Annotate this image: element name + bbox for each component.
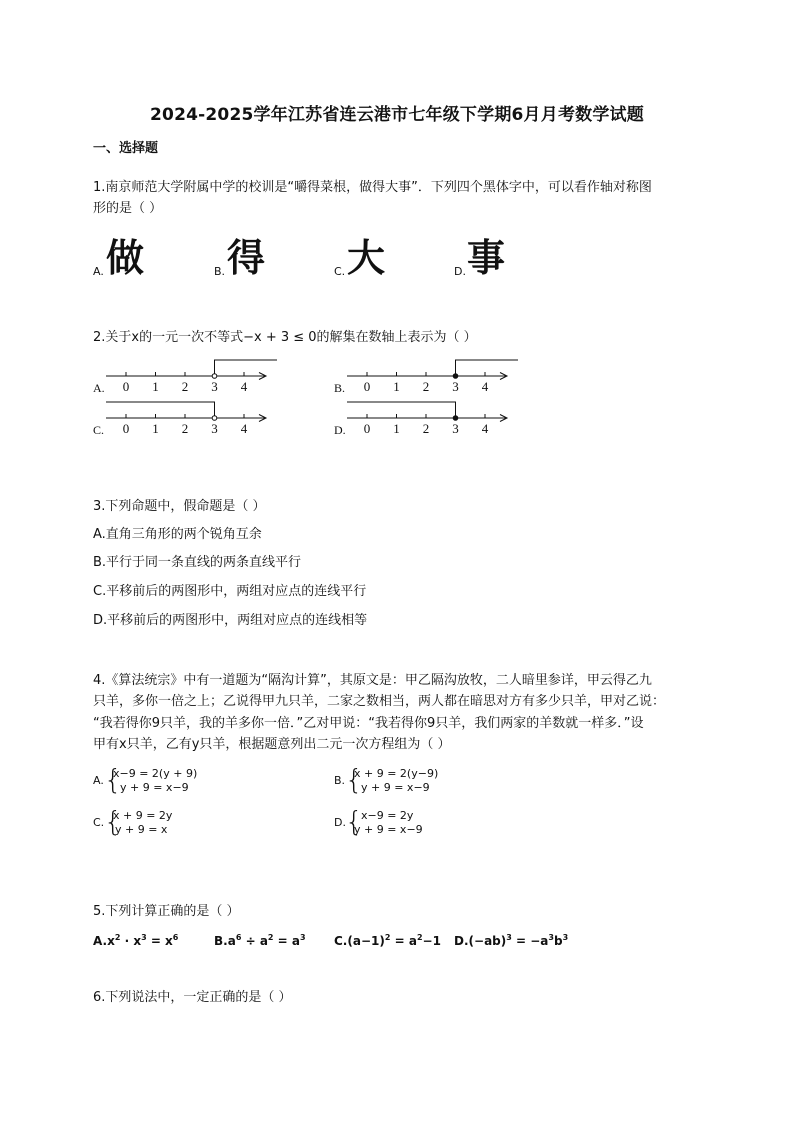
solution-bracket: [347, 402, 456, 418]
brace-icon: {: [104, 763, 122, 796]
q5-text: 5.下列计算正确的是（ ）: [93, 904, 240, 919]
tick-label: 2: [181, 379, 189, 394]
open-point-icon: [212, 416, 217, 421]
q5-option-b-letter: B.: [214, 934, 228, 948]
tick-label: 0: [122, 421, 130, 436]
q4-option-c-eq1: x + 9 = 2y: [113, 809, 173, 822]
q1-option-b-char: 得: [227, 236, 266, 280]
solution-bracket: [106, 402, 215, 418]
tick-label: 1: [152, 421, 159, 436]
tick-label: 4: [240, 421, 248, 436]
tick-label: 0: [363, 379, 371, 394]
brace-icon: {: [345, 805, 363, 838]
tick-label: 1: [393, 421, 400, 436]
tick-label: 0: [122, 379, 130, 394]
q3-text: 3.下列命题中，假命题是（ ）: [93, 499, 266, 514]
q4-text-line1: 4.《算法统宗》中有一道题为“隔沟计算”，其原文是：甲乙隔沟放牧，二人暗里参详，甲云得乙九: [93, 673, 652, 688]
tick-label: 0: [363, 421, 371, 436]
tick-label: 2: [422, 421, 430, 436]
solution-bracket: [215, 360, 278, 376]
q4-option-d-eq1: x−9 = 2y: [361, 809, 414, 822]
q1-text-line2: 形的是（ ）: [93, 201, 163, 216]
closed-point-icon: [453, 416, 458, 421]
closed-point-icon: [453, 374, 458, 379]
q2-option-c-letter: C.: [93, 423, 105, 437]
q4-option-c-letter: C.: [93, 816, 105, 829]
q4-text-line2: 只羊，多你一倍之上；乙说得甲九只羊，二家之数相当，两人都在暗思对方有多少只羊，甲对乙说：: [93, 694, 666, 709]
q4-option-c-eq2: y + 9 = x: [115, 823, 168, 836]
q5-option-b[interactable]: $B.a^6 \div a^2 = a^3$: [214, 933, 306, 948]
tick-label: 1: [152, 379, 159, 394]
q5-option-d-letter: D.: [454, 934, 469, 948]
tick-label: 1: [393, 379, 400, 394]
q4-option-a-eq2: y + 9 = x−9: [120, 781, 189, 794]
q1-option-c-letter[interactable]: C.: [334, 265, 346, 278]
q4-option-d-eq2: y + 9 = x−9: [354, 823, 423, 836]
q3-option-a[interactable]: A.直角三角形的两个锐角互余: [93, 527, 262, 542]
q4-text-line4: 甲有x只羊，乙有y只羊，根据题意列出二元一次方程组为（ ）: [93, 737, 451, 752]
q5-option-a[interactable]: $A.x^2 \cdot x^3 = x^6$: [93, 933, 179, 948]
q3-option-b[interactable]: B.平行于同一条直线的两条直线平行: [93, 555, 302, 570]
tick-label: 4: [481, 379, 489, 394]
brace-icon: {: [345, 763, 363, 796]
q2-option-a-letter: A.: [93, 381, 105, 395]
q4-option-b-letter: B.: [334, 774, 346, 787]
brace-icon: {: [104, 805, 122, 838]
q1-option-d-letter[interactable]: D.: [454, 265, 466, 278]
q4-option-b-eq2: y + 9 = x−9: [361, 781, 430, 794]
open-point-icon: [212, 374, 217, 379]
q4-option-a-eq1: x−9 = 2(y + 9): [113, 767, 198, 780]
q3-option-d[interactable]: D.平移前后的两图形中，两组对应点的连线相等: [93, 613, 368, 628]
tick-label: 3: [211, 421, 218, 436]
page-title: 2024-2025学年江苏省连云港市七年级下学期6月月考数学试题: [150, 105, 644, 125]
section-heading: 一、选择题: [93, 141, 159, 156]
q1-option-a-char: 做: [106, 236, 145, 280]
q5-option-d[interactable]: $D.(-ab)^3 = -a^3b^3$: [454, 933, 569, 948]
q4-text-line3: “我若得你9只羊，我的羊多你一倍．”乙对甲说：“我若得你9只羊，我们两家的羊数就一样多．”设: [93, 716, 644, 731]
solution-bracket: [456, 360, 519, 376]
q5-option-a-letter: A.: [93, 934, 108, 948]
tick-label: 4: [481, 421, 489, 436]
q1-option-a-letter[interactable]: A.: [93, 265, 104, 278]
q1-option-d-char: 事: [467, 236, 506, 280]
q2-option-d-letter: D.: [334, 423, 346, 437]
tick-label: 4: [240, 379, 248, 394]
tick-label: 3: [452, 379, 459, 394]
q1-option-c-char: 大: [347, 236, 386, 280]
tick-label: 2: [422, 379, 430, 394]
q4-option-b-eq1: x + 9 = 2(y−9): [354, 767, 439, 780]
q1-text-line1: 1.南京师范大学附属中学的校训是“嚼得菜根，做得大事”．下列四个黑体字中，可以看作轴对称图: [93, 180, 652, 195]
q2-text: 2.关于x的一元一次不等式−x + 3 ≤ 0的解集在数轴上表示为（ ）: [93, 330, 477, 345]
tick-label: 3: [211, 379, 218, 394]
q4-option-d-letter: D.: [334, 816, 346, 829]
q5-option-c-letter: C.: [334, 934, 348, 948]
q4-option-a-letter: A.: [93, 774, 104, 787]
tick-label: 2: [181, 421, 189, 436]
q1-option-b-letter[interactable]: B.: [214, 265, 226, 278]
q3-option-c[interactable]: C.平移前后的两图形中，两组对应点的连线平行: [93, 584, 367, 599]
tick-label: 3: [452, 421, 459, 436]
q6-text: 6.下列说法中，一定正确的是（ ）: [93, 990, 292, 1005]
q5-option-c[interactable]: $C.(a-1)^2 = a^2-1$: [334, 933, 441, 948]
q2-option-b-letter: B.: [334, 381, 346, 395]
q2-number-lines: [0, 350, 794, 440]
